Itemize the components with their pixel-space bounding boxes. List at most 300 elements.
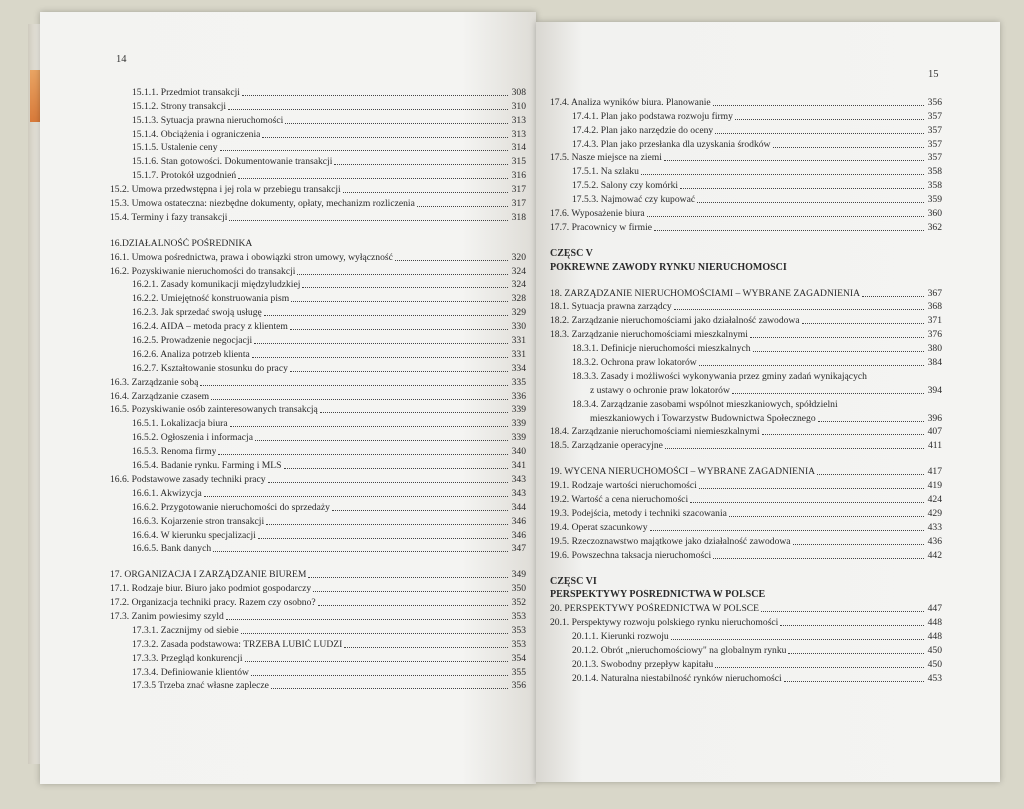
right-page <box>536 22 1000 782</box>
toc-part-heading <box>550 245 942 259</box>
table-of-contents-right <box>550 94 942 684</box>
toc-entry-page: 341 <box>511 460 526 472</box>
toc-entry <box>110 402 526 416</box>
toc-entry-label: 16.2. Pozyskiwanie nieruchomości do transakcji <box>110 265 296 277</box>
toc-entry <box>110 429 526 443</box>
toc-entry-label: 18.5. Zarządzanie operacyjne <box>550 440 663 452</box>
toc-entry-label: 19. WYCENA NIERUCHOMOŚCI – WYBRANE ZAGADNIENIA <box>550 466 816 478</box>
toc-entry-label: 17.5.1. Na szlaku <box>572 166 639 178</box>
toc-entry <box>550 382 942 396</box>
toc-entry <box>110 471 526 485</box>
toc-entry <box>110 541 526 555</box>
toc-entry-label: 15.1.2. Strony transakcji <box>132 100 227 112</box>
toc-entry-label: 16.2.2. Umiejętność konstruowania pism <box>132 293 290 305</box>
toc-dot-leader <box>302 287 508 288</box>
toc-dot-leader <box>228 109 508 110</box>
toc-entry-label: 18.4. Zarządzanie nieruchomościami niemieszkalnymi <box>550 426 760 438</box>
toc-entry-label: 20.1. Perspektywy rozwoju polskiego rynku nieruchomości <box>550 617 779 629</box>
toc-entry-label: POKREWNE ZAWODY RYNKU NIERUCHOMOŚCI <box>550 261 787 273</box>
toc-entry-page: 419 <box>927 480 942 492</box>
toc-dot-leader <box>266 524 508 525</box>
toc-dot-leader <box>680 188 924 189</box>
toc-entry-page: 429 <box>927 507 942 519</box>
toc-entry-label: 15.1.1. Przedmiot transakcji <box>132 86 240 98</box>
toc-entry-page: 380 <box>927 343 942 355</box>
toc-dot-leader <box>647 216 924 217</box>
toc-dot-leader <box>664 160 924 161</box>
toc-dot-leader <box>290 329 508 330</box>
toc-entry-page: 324 <box>511 265 526 277</box>
toc-entry-page: 344 <box>511 501 526 513</box>
toc-entry-page: 320 <box>511 251 526 263</box>
toc-dot-leader <box>218 454 508 455</box>
toc-entry-label: 17.3.1. Zacznijmy od siebie <box>132 624 239 636</box>
toc-entry-label: 18.3. Zarządzanie nieruchomościami mieszkalnymi <box>550 329 748 341</box>
toc-entry-page: 356 <box>927 96 942 108</box>
toc-part-heading <box>550 587 942 601</box>
toc-entry <box>110 263 526 277</box>
toc-dot-leader <box>735 119 924 120</box>
toc-entry-label: 16.DZIAŁALNOŚĆ POŚREDNIKA <box>110 237 253 249</box>
toc-dot-leader <box>238 178 508 179</box>
toc-dot-leader <box>671 639 924 640</box>
bookmark-tab <box>30 70 40 122</box>
toc-entry-page: 433 <box>927 521 942 533</box>
toc-entry-page: 324 <box>511 279 526 291</box>
toc-dot-leader <box>753 351 925 352</box>
toc-entry-page: 362 <box>927 221 942 233</box>
toc-entry-page: 313 <box>511 128 526 140</box>
toc-entry <box>110 594 526 608</box>
toc-part-heading <box>550 573 942 587</box>
toc-dot-leader <box>780 625 924 626</box>
toc-entry <box>110 277 526 291</box>
toc-entry-page: 384 <box>927 357 942 369</box>
toc-entry <box>110 209 526 223</box>
toc-dot-leader <box>697 202 924 203</box>
toc-entry-label: 17.4.2. Plan jako narzędzie do oceny <box>572 124 714 136</box>
toc-entry <box>550 312 942 326</box>
toc-entry-label: 17.5.2. Salony czy komórki <box>572 180 679 192</box>
toc-dot-leader <box>654 230 924 231</box>
toc-spacer <box>550 561 942 573</box>
toc-entry <box>110 167 526 181</box>
toc-entry <box>550 410 942 424</box>
toc-entry <box>110 457 526 471</box>
toc-entry-page: 336 <box>511 390 526 402</box>
toc-entry <box>110 485 526 499</box>
toc-dot-leader <box>204 496 508 497</box>
toc-dot-leader <box>793 544 924 545</box>
toc-dot-leader <box>784 681 924 682</box>
toc-entry-page: 355 <box>511 666 526 678</box>
toc-entry-page: 376 <box>927 329 942 341</box>
toc-entry-label: 16.6.1. Akwizycja <box>132 487 202 499</box>
toc-spacer <box>550 233 942 245</box>
toc-entry-label: 15.1.7. Protokół uzgodnień <box>132 170 237 182</box>
toc-entry-label: 16.5.1. Lokalizacja biura <box>132 418 228 430</box>
toc-entry-page: 436 <box>927 535 942 547</box>
toc-dot-leader <box>802 323 924 324</box>
toc-entry-page: 356 <box>511 680 526 692</box>
toc-entry-label: 17.3.5 Trzeba znać własne zaplecze <box>132 680 269 692</box>
toc-dot-leader <box>674 309 924 310</box>
toc-entry-page: 334 <box>511 362 526 374</box>
toc-entry-label: 20.1.4. Naturalna niestabilność rynków nieruchomości <box>572 672 782 684</box>
toc-dot-leader <box>308 577 508 578</box>
toc-entry <box>550 437 942 451</box>
toc-entry <box>110 636 526 650</box>
toc-dot-leader <box>332 510 508 511</box>
toc-entry <box>110 580 526 594</box>
toc-entry-page: 394 <box>927 384 942 396</box>
toc-entry <box>550 505 942 519</box>
toc-entry-page: 331 <box>511 348 526 360</box>
toc-entry-label: CZĘŚĆ VI <box>550 575 597 587</box>
toc-entry <box>550 477 942 491</box>
toc-spacer <box>550 273 942 285</box>
toc-entry-page: 352 <box>511 597 526 609</box>
toc-entry <box>550 122 942 136</box>
toc-spacer <box>110 554 526 566</box>
toc-dot-leader <box>817 474 924 475</box>
toc-entry-label: 16.3. Zarządzanie sobą <box>110 376 199 388</box>
toc-entry <box>550 491 942 505</box>
toc-entry-label: 15.1.6. Stan gotowości. Dokumentowanie transakcji <box>132 156 333 168</box>
toc-entry-page: 343 <box>511 473 526 485</box>
toc-dot-leader <box>241 633 508 634</box>
toc-dot-leader <box>291 301 508 302</box>
toc-entry-page: 357 <box>927 124 942 136</box>
toc-entry <box>550 547 942 561</box>
toc-entry-label: 15.1.3. Sytuacja prawna nieruchomości <box>132 114 284 126</box>
toc-entry <box>110 126 526 140</box>
toc-dot-leader <box>761 611 924 612</box>
toc-entry-page: 357 <box>927 138 942 150</box>
toc-entry-label: mieszkaniowych i Towarzystw Budownictwa Społecznego <box>590 412 816 424</box>
toc-entry <box>110 195 526 209</box>
toc-entry-page: 339 <box>511 418 526 430</box>
toc-entry <box>550 354 942 368</box>
toc-entry-label: 17.7. Pracownicy w firmie <box>550 221 653 233</box>
toc-dot-leader <box>254 343 508 344</box>
toc-entry-label: 16.5. Pozyskiwanie osób zainteresowanych transakcją <box>110 404 318 416</box>
toc-entry <box>550 614 942 628</box>
toc-entry <box>110 84 526 98</box>
toc-entry <box>110 499 526 513</box>
toc-dot-leader <box>773 147 925 148</box>
toc-entry-page: 357 <box>927 152 942 164</box>
toc-entry-label: 19.4. Operat szacunkowy <box>550 521 648 533</box>
toc-entry-page: 357 <box>927 110 942 122</box>
toc-entry-label: 16.2.6. Analiza potrzeb klienta <box>132 348 250 360</box>
toc-dot-leader <box>641 174 924 175</box>
toc-entry-page: 347 <box>511 543 526 555</box>
toc-dot-leader <box>318 605 508 606</box>
toc-entry-label: 20.1.2. Obrót „nieruchomościowy" na globalnym rynku <box>572 644 787 656</box>
toc-entry-page: 350 <box>511 583 526 595</box>
left-page <box>40 12 536 784</box>
toc-entry <box>110 374 526 388</box>
toc-dot-leader <box>729 516 924 517</box>
toc-dot-leader <box>211 399 508 400</box>
toc-dot-leader <box>245 661 508 662</box>
toc-entry-page: 349 <box>511 569 526 581</box>
toc-entry <box>550 368 942 382</box>
toc-entry-label: 16.2.5. Prowadzenie negocjacji <box>132 335 253 347</box>
toc-entry-label: 18.1. Sytuacja prawna zarządcy <box>550 301 672 313</box>
toc-chapter-entry <box>110 566 526 580</box>
toc-entry <box>110 98 526 112</box>
toc-entry <box>550 136 942 150</box>
toc-entry-label: 17.5. Nasze miejsce na ziemi <box>550 152 662 164</box>
toc-dot-leader <box>290 371 508 372</box>
toc-entry-label: 19.5. Rzeczoznawstwo majątkowe jako działalność zawodowa <box>550 535 791 547</box>
toc-entry-page: 316 <box>511 170 526 182</box>
toc-entry <box>550 163 942 177</box>
toc-dot-leader <box>344 647 508 648</box>
toc-entry <box>550 628 942 642</box>
toc-dot-leader <box>732 393 924 394</box>
toc-entry-label: 17.4.1. Plan jako podstawa rozwoju firmy <box>572 110 733 122</box>
toc-entry <box>110 181 526 195</box>
toc-entry-page: 368 <box>927 301 942 313</box>
page-number-left: 14 <box>116 54 127 65</box>
toc-entry-page: 331 <box>511 335 526 347</box>
toc-entry-page: 314 <box>511 142 526 154</box>
toc-entry-page: 450 <box>927 644 942 656</box>
toc-dot-leader <box>715 133 924 134</box>
toc-entry-label: 16.6.4. W kierunku specjalizacji <box>132 529 256 541</box>
toc-entry-page: 358 <box>927 166 942 178</box>
toc-entry-label: 17.3.2. Zasada podstawowa: TRZEBA LUBIĆ LUDZI <box>132 638 343 650</box>
toc-dot-leader <box>818 421 924 422</box>
toc-dot-leader <box>862 296 924 297</box>
toc-dot-leader <box>220 150 508 151</box>
toc-dot-leader <box>251 675 508 676</box>
toc-entry-label: 17.4.3. Plan jako przesłanka dla uzyskania środków <box>572 138 771 150</box>
toc-entry-label: 15.1.4. Obciążenia i ograniczenia <box>132 128 261 140</box>
toc-chapter-entry <box>110 235 526 249</box>
toc-entry-page: 340 <box>511 446 526 458</box>
toc-dot-leader <box>297 274 508 275</box>
toc-entry-page: 354 <box>511 652 526 664</box>
toc-entry-page: 424 <box>927 494 942 506</box>
toc-entry-label: 19.1. Rodzaje wartości nieruchomości <box>550 480 697 492</box>
toc-entry-label: 16.2.4. AIDA – metoda pracy z klientem <box>132 321 288 333</box>
toc-entry-label: 16.1. Umowa pośrednictwa, prawa i obowiązki stron umowy, wyłączność <box>110 251 393 263</box>
toc-dot-leader <box>268 482 508 483</box>
toc-entry <box>550 670 942 684</box>
toc-entry-page: 329 <box>511 307 526 319</box>
toc-entry-page: 448 <box>927 631 942 643</box>
toc-entry-label: 17.6. Wyposażenie biura <box>550 208 645 220</box>
toc-chapter-entry <box>550 600 942 614</box>
toc-entry-label: 17.3.4. Definiowanie klientów <box>132 666 249 678</box>
toc-entry <box>110 153 526 167</box>
toc-dot-leader <box>262 137 508 138</box>
toc-entry-label: 20. PERSPEKTYWY POŚREDNICTWA W POLSCE <box>550 603 760 615</box>
toc-entry-page: 447 <box>927 603 942 615</box>
toc-entry-label: 16.4. Zarządzanie czasem <box>110 390 210 402</box>
toc-entry <box>550 191 942 205</box>
table-of-contents-left <box>110 84 526 691</box>
toc-entry-label: 16.2.1. Zasady komunikacji międzyludzkiej <box>132 279 301 291</box>
toc-dot-leader <box>255 440 508 441</box>
toc-entry-label: 16.5.2. Ogłoszenia i informacja <box>132 432 253 444</box>
toc-dot-leader <box>395 260 508 261</box>
toc-dot-leader <box>200 385 508 386</box>
toc-entry-label: z ustawy o ochronie praw lokatorów <box>590 384 730 396</box>
toc-entry-label: 17.2. Organizacja techniki pracy. Razem czy osobno? <box>110 597 316 609</box>
toc-dot-leader <box>320 412 508 413</box>
toc-entry-page: 360 <box>927 208 942 220</box>
toc-dot-leader <box>699 488 924 489</box>
toc-dot-leader <box>762 434 924 435</box>
toc-entry-page: 310 <box>511 100 526 112</box>
toc-entry <box>110 249 526 263</box>
toc-dot-leader <box>258 538 508 539</box>
toc-dot-leader <box>242 95 508 96</box>
toc-entry-label: 16.5.3. Renoma firmy <box>132 446 217 458</box>
toc-entry-label: 17.5.3. Najmować czy kupować <box>572 194 696 206</box>
toc-dot-leader <box>213 551 508 552</box>
toc-entry <box>110 388 526 402</box>
toc-dot-leader <box>264 315 508 316</box>
toc-dot-leader <box>285 123 508 124</box>
toc-entry <box>550 94 942 108</box>
toc-entry <box>550 299 942 313</box>
toc-entry <box>550 326 942 340</box>
toc-entry <box>110 112 526 126</box>
toc-dot-leader <box>284 468 509 469</box>
toc-entry-label: 19.2. Wartość a cena nieruchomości <box>550 494 689 506</box>
toc-entry <box>550 340 942 354</box>
toc-entry <box>110 527 526 541</box>
toc-entry-label: 17. ORGANIZACJA I ZARZĄDZANIE BIUREM <box>110 569 307 581</box>
toc-entry-page: 330 <box>511 321 526 333</box>
toc-entry <box>110 513 526 527</box>
toc-entry-page: 453 <box>927 672 942 684</box>
toc-entry-page: 359 <box>927 194 942 206</box>
toc-entry-label: CZĘŚĆ V <box>550 247 593 259</box>
toc-entry-label: 16.6.5. Bank danych <box>132 543 212 555</box>
toc-entry-page: 411 <box>927 440 942 452</box>
toc-entry <box>110 678 526 692</box>
toc-entry-page: 442 <box>927 549 942 561</box>
toc-dot-leader <box>713 558 924 559</box>
toc-entry <box>110 443 526 457</box>
toc-entry-label: 19.3. Podejścia, metody i techniki szacowania <box>550 507 727 519</box>
toc-entry-label: 20.1.3. Swobodny przepływ kapitału <box>572 658 714 670</box>
toc-entry-page: 308 <box>511 86 526 98</box>
toc-entry-label: 15.1.5. Ustalenie ceny <box>132 142 218 154</box>
toc-dot-leader <box>230 426 508 427</box>
toc-dot-leader <box>252 357 508 358</box>
toc-entry-label: 18.3.2. Ochrona praw lokatorów <box>572 357 697 369</box>
toc-entry-page: 346 <box>511 529 526 541</box>
toc-entry-page: 339 <box>511 404 526 416</box>
toc-entry <box>550 177 942 191</box>
toc-entry-label: 16.6. Podstawowe zasady techniki pracy <box>110 473 266 485</box>
toc-entry-page: 346 <box>511 515 526 527</box>
toc-entry-page: 318 <box>511 211 526 223</box>
toc-part-heading <box>550 259 942 273</box>
toc-entry-page: 396 <box>927 412 942 424</box>
toc-dot-leader <box>313 591 508 592</box>
toc-entry <box>110 415 526 429</box>
toc-chapter-entry <box>550 285 942 299</box>
toc-dot-leader <box>417 206 508 207</box>
toc-entry-page: 353 <box>511 610 526 622</box>
toc-entry-page: 353 <box>511 638 526 650</box>
toc-entry-page: 448 <box>927 617 942 629</box>
toc-entry <box>110 290 526 304</box>
toc-spacer <box>550 451 942 463</box>
toc-dot-leader <box>699 365 924 366</box>
toc-entry-label: 15.4. Terminy i fazy transakcji <box>110 211 228 223</box>
toc-entry-page: 358 <box>927 180 942 192</box>
toc-entry-page: 450 <box>927 658 942 670</box>
toc-entry-label: 17.4. Analiza wyników biura. Planowanie <box>550 96 711 108</box>
toc-dot-leader <box>229 220 508 221</box>
toc-chapter-entry <box>550 463 942 477</box>
toc-entry-label: PERSPEKTYWY POŚREDNICTWA W POLSCE <box>550 589 766 601</box>
toc-entry-label: 19.6. Powszechna taksacja nieruchomości <box>550 549 712 561</box>
toc-entry <box>550 150 942 164</box>
toc-entry-page: 407 <box>927 426 942 438</box>
toc-entry-page: 315 <box>511 156 526 168</box>
toc-entry-page: 367 <box>927 287 942 299</box>
toc-entry-label: 16.5.4. Badanie rynku. Farming i MLS <box>132 460 282 472</box>
toc-entry <box>550 656 942 670</box>
toc-entry <box>110 304 526 318</box>
toc-entry <box>110 650 526 664</box>
toc-entry <box>110 318 526 332</box>
toc-dot-leader <box>334 164 508 165</box>
toc-entry <box>550 533 942 547</box>
toc-entry-label: 18.2. Zarządzanie nieruchomościami jako działalność zawodowa <box>550 315 800 327</box>
toc-entry-page: 371 <box>927 315 942 327</box>
toc-dot-leader <box>343 192 508 193</box>
toc-entry-label: 16.2.3. Jak sprzedać swoją usługę <box>132 307 262 319</box>
toc-entry-label: 18.3.4. Zarządzanie zasobami wspólnot mieszkaniowych, spółdzielni <box>572 398 838 410</box>
toc-dot-leader <box>650 530 924 531</box>
toc-dot-leader <box>715 667 924 668</box>
toc-entry <box>110 332 526 346</box>
toc-entry <box>110 140 526 154</box>
toc-entry-page: 317 <box>511 198 526 210</box>
toc-entry-page: 335 <box>511 376 526 388</box>
toc-entry <box>110 622 526 636</box>
toc-entry-label: 16.2.7. Kształtowanie stosunku do pracy <box>132 362 288 374</box>
toc-entry <box>550 642 942 656</box>
toc-entry <box>550 108 942 122</box>
toc-entry-page: 343 <box>511 487 526 499</box>
toc-dot-leader <box>690 502 924 503</box>
toc-entry-page: 339 <box>511 432 526 444</box>
toc-entry-label: 18.3.3. Zasady i możliwości wykonywania przez gminy zadań wynikających <box>572 370 867 382</box>
toc-dot-leader <box>750 337 924 338</box>
toc-entry-page: 417 <box>927 466 942 478</box>
toc-entry-label: 15.3. Umowa ostateczna: niezbędne dokumenty, opłaty, mechanizm rozliczenia <box>110 198 415 210</box>
toc-spacer <box>110 223 526 235</box>
toc-dot-leader <box>788 653 924 654</box>
toc-entry <box>550 424 942 438</box>
toc-entry-page: 353 <box>511 624 526 636</box>
toc-dot-leader <box>665 448 924 449</box>
toc-entry-label: 17.1. Rodzaje biur. Biuro jako podmiot gospodarczy <box>110 583 312 595</box>
